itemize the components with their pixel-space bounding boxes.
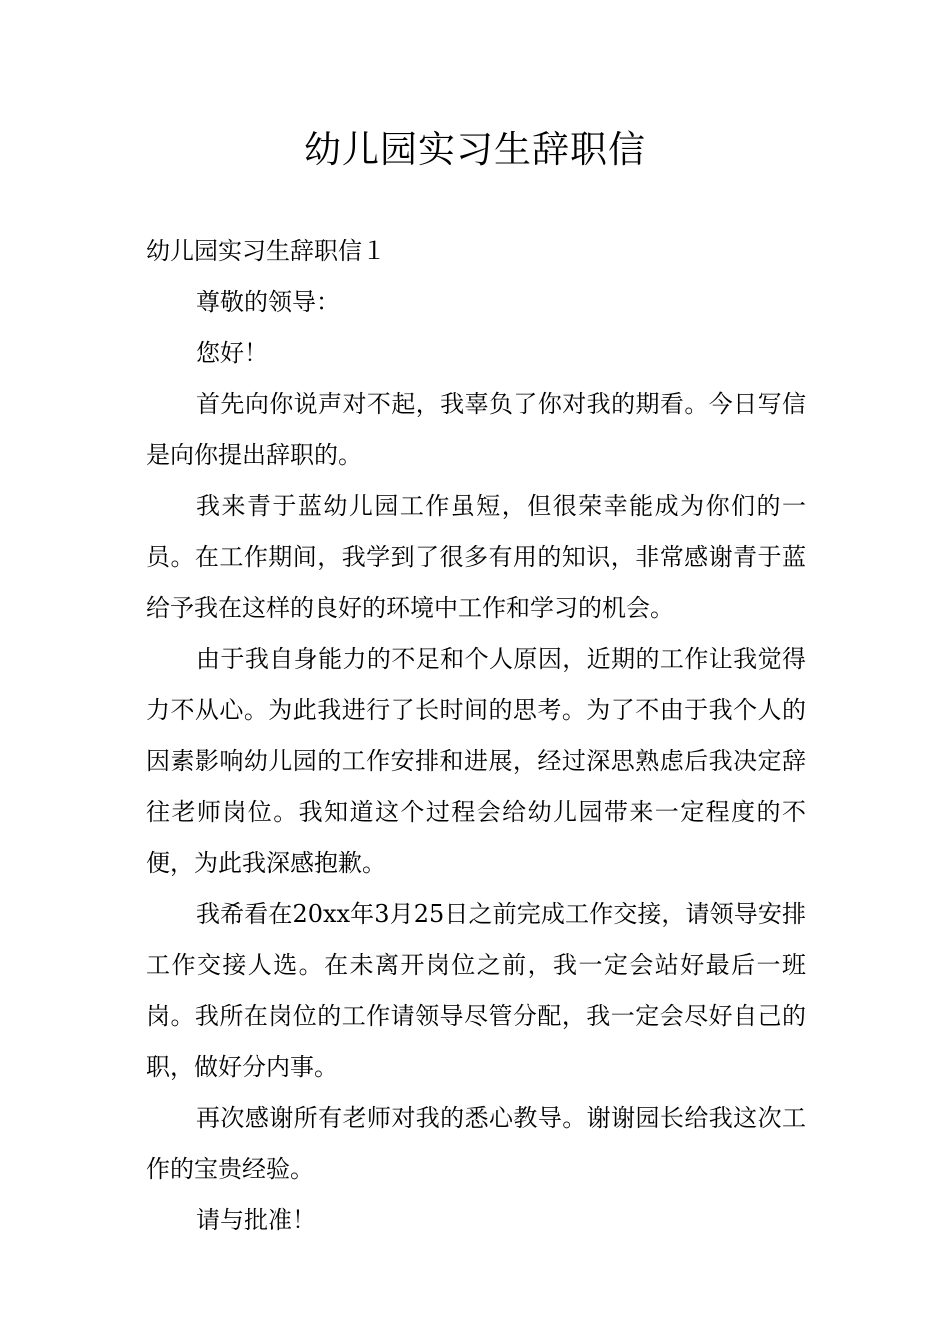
paragraph-5: 再次感谢所有老师对我的悉心教导。谢谢园长给我这次工作的宝贵经验。 (146, 1104, 806, 1183)
paragraph-4: 我希看在20xx年3月25日之前完成工作交接，请领导安排工作交接人选。在未离开岗位之前，我一定会站好最后一班岗。我所在岗位的工作请领导尽管分配，我一定会尽好自己的职，做好分内事。 (146, 900, 806, 1081)
letter-subtitle: 幼儿园实习生辞职信１ (146, 237, 386, 265)
closing: 请与批准！ (196, 1206, 316, 1234)
document-body (146, 226, 806, 1246)
paragraph-3: 由于我自身能力的不足和个人原因，近期的工作让我觉得力不从心。为此我进行了长时间的思考。为了不由于我个人的因素影响幼儿园的工作安排和进展，经过深思熟虑后我决定辞往老师岗位。我知道这个过程会给幼儿园带来一定程度的不便，为此我深感抱歉。 (146, 645, 806, 877)
paragraph-2: 我来青于蓝幼儿园工作虽短，但很荣幸能成为你们的一员。在工作期间，我学到了很多有用的知识，非常感谢青于蓝给予我在这样的良好的环境中工作和学习的机会。 (146, 492, 806, 622)
paragraph-1: 首先向你说声对不起，我辜负了你对我的期看。今日写信是向你提出辞职的。 (146, 390, 806, 469)
greeting: 您好！ (196, 339, 268, 367)
salutation: 尊敬的领导： (196, 288, 340, 316)
document-title: 幼儿园实习生辞职信 (304, 128, 646, 171)
